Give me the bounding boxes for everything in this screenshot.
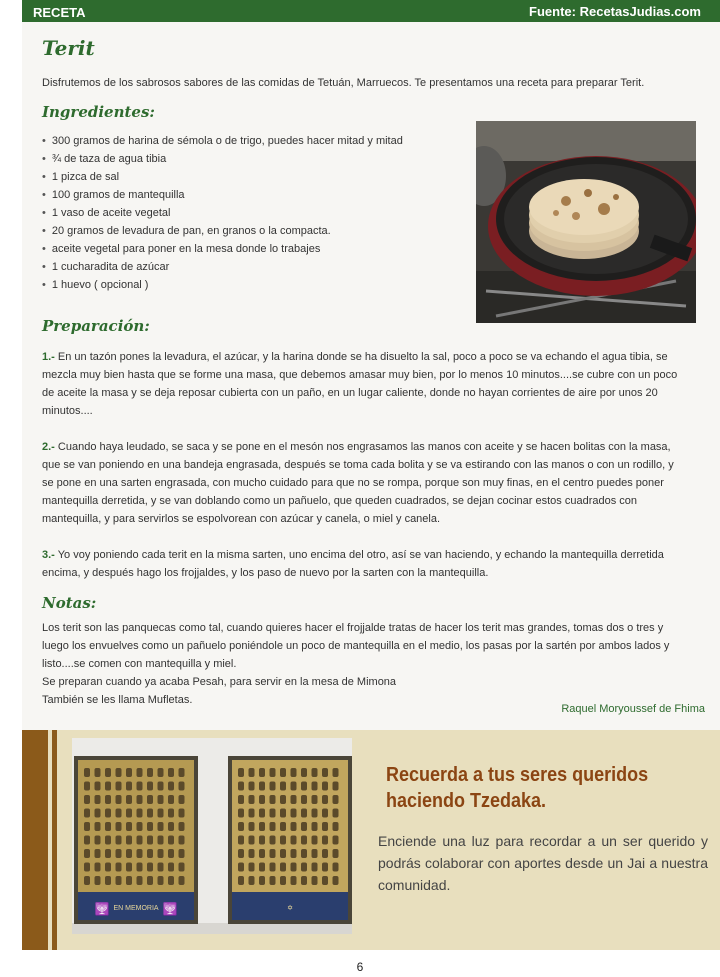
memorial-bulb: [301, 809, 307, 818]
memorial-bulb: [168, 795, 174, 804]
memorial-bulb: [147, 863, 153, 872]
memorial-bulb: [322, 876, 328, 885]
memorial-bulb: [333, 822, 339, 831]
memorial-bulb: [158, 836, 164, 845]
memorial-bulb: [280, 863, 286, 872]
memorial-bulb: [259, 809, 265, 818]
svg-text:🕎: 🕎: [162, 902, 178, 916]
memorial-bulb: [312, 782, 318, 791]
memorial-bulb: [126, 795, 132, 804]
memorial-bulb: [158, 809, 164, 818]
memorial-bulb: [105, 836, 111, 845]
memorial-bulb: [249, 768, 255, 777]
memorial-bulb: [137, 822, 143, 831]
memorial-bulb: [280, 782, 286, 791]
memorial-bulb: [126, 809, 132, 818]
memorial-bulb: [238, 768, 244, 777]
memorial-bulb: [280, 795, 286, 804]
memorial-bulb: [168, 876, 174, 885]
memorial-bulb: [147, 768, 153, 777]
memorial-bulb: [270, 863, 276, 872]
memorial-bulb: [280, 876, 286, 885]
memorial-bulb: [301, 863, 307, 872]
memorial-bulb: [270, 795, 276, 804]
memorial-bulb: [249, 836, 255, 845]
memorial-bulb: [126, 836, 132, 845]
memorial-bulb: [147, 809, 153, 818]
memorial-bulb: [322, 849, 328, 858]
recipe-intro: Disfrutemos de los sabrosos sabores de las comidas de Tetuán, Marruecos. Te presentamos una receta para preparar Terit.: [42, 77, 645, 89]
memorial-bulb: [137, 809, 143, 818]
step-number: 1.-: [42, 351, 55, 363]
memorial-bulb: [333, 795, 339, 804]
memorial-bulb: [291, 849, 297, 858]
decorative-stripe: [22, 730, 48, 950]
notes-paragraph: Los terit son las panquecas como tal, cuando quieres hacer el frojjalde tratas de hacer los terit mas grandes, tomas dos o tres y luego los envuelves como un pañuelo poniéndole un poco de mantequilla en el medio, los pasas por la sartén por ambos lados y listo....se comen con mantequilla y miel.: [42, 622, 670, 670]
memorial-bulb: [291, 876, 297, 885]
page-number: 6: [356, 960, 364, 974]
memorial-bulb: [95, 809, 101, 818]
step-2: [42, 438, 687, 528]
svg-text:✡: ✡: [287, 905, 293, 912]
list-item: • 1 huevo ( opcional ): [42, 276, 403, 294]
memorial-bulb: [105, 809, 111, 818]
memorial-bulb: [301, 836, 307, 845]
memorial-bulb: [280, 822, 286, 831]
memorial-bulb: [312, 768, 318, 777]
list-item: • 1 vaso de aceite vegetal: [42, 204, 403, 222]
step-text: Cuando haya leudado, se saca y se pone en el mesón nos engrasamos las manos con aceite y se hacen bolitas con la masa, que se van poniendo en una bandeja engrasada, después se toma cada bolita y se va estirando con las manos o con un rodillo, y se pone en una sarten engrasada, con mucho cuidado para que no se rompa, porque son muy finas, en el centro puedes poner mantequilla derretida, y se van doblando como un pañuelo, que queden cuadrados, se dejan cocinar estos cuadrados con mantequilla, y para servirlos se espolvorean con azúcar y canela, o miel y canela.: [42, 441, 674, 525]
memorial-bulb: [280, 836, 286, 845]
list-item: • 300 gramos de harina de sémola o de trigo, puedes hacer mitad y mitad: [42, 132, 403, 150]
memorial-bulb: [280, 768, 286, 777]
memorial-bulb: [333, 809, 339, 818]
memorial-bulb: [137, 795, 143, 804]
memorial-bulb: [105, 768, 111, 777]
memorial-bulb: [301, 768, 307, 777]
memorial-bulb: [333, 876, 339, 885]
plaque-caption: EN MEMORIA: [113, 905, 159, 912]
memorial-bulb: [312, 795, 318, 804]
memorial-bulb: [238, 809, 244, 818]
memorial-bulb: [95, 768, 101, 777]
list-item: • aceite vegetal para poner en la mesa donde lo trabajes: [42, 240, 403, 258]
memorial-bulb: [301, 795, 307, 804]
memorial-bulb: [147, 849, 153, 858]
memorial-bulb: [259, 795, 265, 804]
memorial-bulb: [301, 822, 307, 831]
memorial-bulb: [179, 809, 185, 818]
memorial-bulb: [147, 836, 153, 845]
memorial-bulb: [270, 768, 276, 777]
memorial-bulb: [158, 863, 164, 872]
memorial-bulb: [168, 782, 174, 791]
memorial-bulb: [238, 822, 244, 831]
memorial-bulb: [95, 863, 101, 872]
memorial-bulb: [137, 782, 143, 791]
memorial-bulb: [291, 836, 297, 845]
memorial-bulb: [158, 876, 164, 885]
step-number: 2.-: [42, 441, 55, 453]
list-item: • 20 gramos de levadura de pan, en granos o la compacta.: [42, 222, 403, 240]
memorial-bulb: [291, 822, 297, 831]
list-item: • ¾ de taza de agua tibia: [42, 150, 403, 168]
memorial-bulb: [259, 836, 265, 845]
memorial-bulb: [179, 795, 185, 804]
memorial-bulb: [249, 876, 255, 885]
memorial-bulb: [238, 876, 244, 885]
svg-text:🕎: 🕎: [94, 902, 110, 916]
memorial-bulb: [238, 795, 244, 804]
memorial-bulb: [137, 768, 143, 777]
memorial-bulb: [259, 782, 265, 791]
memorial-bulb: [312, 863, 318, 872]
memorial-bulb: [312, 822, 318, 831]
memorial-bulb: [179, 782, 185, 791]
memorial-bulb: [259, 768, 265, 777]
memorial-bulb: [322, 809, 328, 818]
recipe-author: Raquel Moryoussef de Fhima: [561, 703, 705, 715]
memorial-bulb: [95, 795, 101, 804]
ingredients-list: [42, 132, 403, 294]
step-number: 3.-: [42, 549, 55, 561]
memorial-bulb: [280, 849, 286, 858]
memorial-bulb: [259, 849, 265, 858]
memorial-bulb: [249, 863, 255, 872]
memorial-bulb: [322, 795, 328, 804]
memorial-bulb: [84, 768, 90, 777]
memorial-bulb: [158, 782, 164, 791]
notes-heading: Notas:: [42, 594, 97, 612]
memorial-bulb: [84, 782, 90, 791]
memorial-bulb: [116, 876, 122, 885]
memorial-bulb: [116, 768, 122, 777]
memorial-bulb: [280, 809, 286, 818]
recipe-title: Terit: [42, 36, 95, 60]
memorial-bulb: [126, 876, 132, 885]
memorial-bulb: [333, 849, 339, 858]
step-1: [42, 348, 687, 420]
ingredients-heading: Ingredientes:: [42, 103, 155, 121]
memorial-bulb: [301, 782, 307, 791]
memorial-bulb: [126, 822, 132, 831]
memorial-bulb: [270, 782, 276, 791]
promo-text: Enciende una luz para recordar a un ser querido y podrás colaborar con aportes desde un Jai a nuestra comunidad.: [378, 833, 708, 893]
memorial-bulb: [270, 876, 276, 885]
memorial-bulb: [95, 782, 101, 791]
memorial-bulb: [168, 863, 174, 872]
memorial-bulb: [116, 863, 122, 872]
memorial-bulb: [147, 795, 153, 804]
memorial-bulb: [179, 849, 185, 858]
memorial-bulb: [179, 876, 185, 885]
memorial-bulb: [291, 795, 297, 804]
memorial-bulb: [322, 863, 328, 872]
decorative-stripe: [52, 730, 57, 950]
memorial-bulb: [116, 822, 122, 831]
memorial-bulb: [84, 849, 90, 858]
memorial-bulb: [95, 849, 101, 858]
list-item: • 1 cucharadita de azúcar: [42, 258, 403, 276]
memorial-bulb: [168, 768, 174, 777]
memorial-bulb: [126, 863, 132, 872]
memorial-bulb: [126, 782, 132, 791]
memorial-bulb: [179, 836, 185, 845]
memorial-bulb: [249, 849, 255, 858]
memorial-bulb: [137, 849, 143, 858]
memorial-bulb: [116, 795, 122, 804]
terit-pan-photo: [476, 121, 696, 323]
memorial-bulb: [270, 822, 276, 831]
memorial-bulb: [84, 876, 90, 885]
memorial-bulb: [259, 822, 265, 831]
memorial-plaques-photo: [72, 738, 352, 934]
memorial-bulb: [179, 768, 185, 777]
memorial-bulb: [168, 849, 174, 858]
memorial-bulb: [333, 863, 339, 872]
step-text: En un tazón pones la levadura, el azúcar, y la harina donde se ha disuelto la sal, poco a poco se va echando el agua tibia, se mezcla muy bien hasta que se forme una masa, que debemos amasar muy bien, por lo menos 10 minutos....se cubre con un poco de aceite la masa y se deja reposar cubierta con un paño, en un lugar caliente, donde no hayan corrientes de aire por unos 20 minutos....: [42, 351, 678, 417]
memorial-bulb: [147, 782, 153, 791]
memorial-bulb: [291, 768, 297, 777]
memorial-bulb: [147, 822, 153, 831]
memorial-bulb: [137, 836, 143, 845]
memorial-bulb: [105, 795, 111, 804]
memorial-bulb: [322, 782, 328, 791]
memorial-bulb: [116, 836, 122, 845]
memorial-bulb: [158, 822, 164, 831]
source-label: Fuente: RecetasJudias.com: [529, 4, 701, 19]
memorial-bulb: [291, 863, 297, 872]
memorial-bulb: [179, 863, 185, 872]
memorial-bulb: [333, 782, 339, 791]
memorial-bulb: [84, 863, 90, 872]
memorial-bulb: [301, 876, 307, 885]
memorial-bulb: [249, 822, 255, 831]
memorial-bulb: [158, 768, 164, 777]
memorial-bulb: [270, 849, 276, 858]
memorial-bulb: [105, 822, 111, 831]
notes-line: Se preparan cuando ya acaba Pesah, para servir en la mesa de Mimona: [42, 676, 397, 688]
memorial-bulb: [116, 849, 122, 858]
memorial-bulb: [84, 836, 90, 845]
memorial-bulb: [105, 782, 111, 791]
memorial-bulb: [312, 849, 318, 858]
memorial-bulb: [259, 876, 265, 885]
memorial-bulb: [238, 863, 244, 872]
memorial-bulb: [168, 836, 174, 845]
memorial-bulb: [291, 809, 297, 818]
memorial-bulb: [312, 809, 318, 818]
memorial-bulb: [126, 849, 132, 858]
memorial-bulb: [179, 822, 185, 831]
memorial-bulb: [168, 809, 174, 818]
memorial-bulb: [322, 768, 328, 777]
memorial-bulb: [137, 876, 143, 885]
memorial-bulb: [291, 782, 297, 791]
memorial-bulb: [95, 876, 101, 885]
memorial-bulb: [301, 849, 307, 858]
memorial-bulb: [168, 822, 174, 831]
memorial-bulb: [249, 809, 255, 818]
memorial-bulb: [105, 863, 111, 872]
promo-title: Recuerda a tus seres queridos haciendo Tzedaka.: [386, 764, 649, 812]
memorial-bulb: [238, 782, 244, 791]
memorial-bulb: [312, 836, 318, 845]
memorial-bulb: [312, 876, 318, 885]
memorial-bulb: [322, 822, 328, 831]
memorial-bulb: [147, 876, 153, 885]
step-text: Yo voy poniendo cada terit en la misma sarten, uno encima del otro, así se van haciendo, y echando la mantequilla derretida encima, y después hago los frojjaldes, y los paso de nuevo por la sarten con la mantequilla.: [42, 549, 664, 579]
step-3: [42, 546, 687, 582]
memorial-bulb: [95, 822, 101, 831]
memorial-bulb: [259, 863, 265, 872]
memorial-bulb: [105, 876, 111, 885]
memorial-bulb: [137, 863, 143, 872]
memorial-bulb: [238, 836, 244, 845]
list-item: • 1 pizca de sal: [42, 168, 403, 186]
notes-line: También se les llama Mufletas.: [42, 694, 193, 706]
memorial-bulb: [158, 849, 164, 858]
memorial-bulb: [105, 849, 111, 858]
memorial-bulb: [116, 782, 122, 791]
memorial-bulb: [116, 809, 122, 818]
memorial-bulb: [333, 768, 339, 777]
memorial-bulb: [84, 795, 90, 804]
section-label: RECETA: [33, 5, 86, 20]
memorial-bulb: [95, 836, 101, 845]
memorial-bulb: [322, 836, 328, 845]
memorial-bulb: [84, 822, 90, 831]
memorial-bulb: [249, 795, 255, 804]
preparation-heading: Preparación:: [42, 317, 150, 335]
list-item: • 100 gramos de mantequilla: [42, 186, 403, 204]
memorial-bulb: [126, 768, 132, 777]
memorial-bulb: [238, 849, 244, 858]
memorial-bulb: [84, 809, 90, 818]
memorial-bulb: [158, 795, 164, 804]
memorial-bulb: [270, 836, 276, 845]
memorial-bulb: [333, 836, 339, 845]
memorial-bulb: [270, 809, 276, 818]
memorial-bulb: [249, 782, 255, 791]
